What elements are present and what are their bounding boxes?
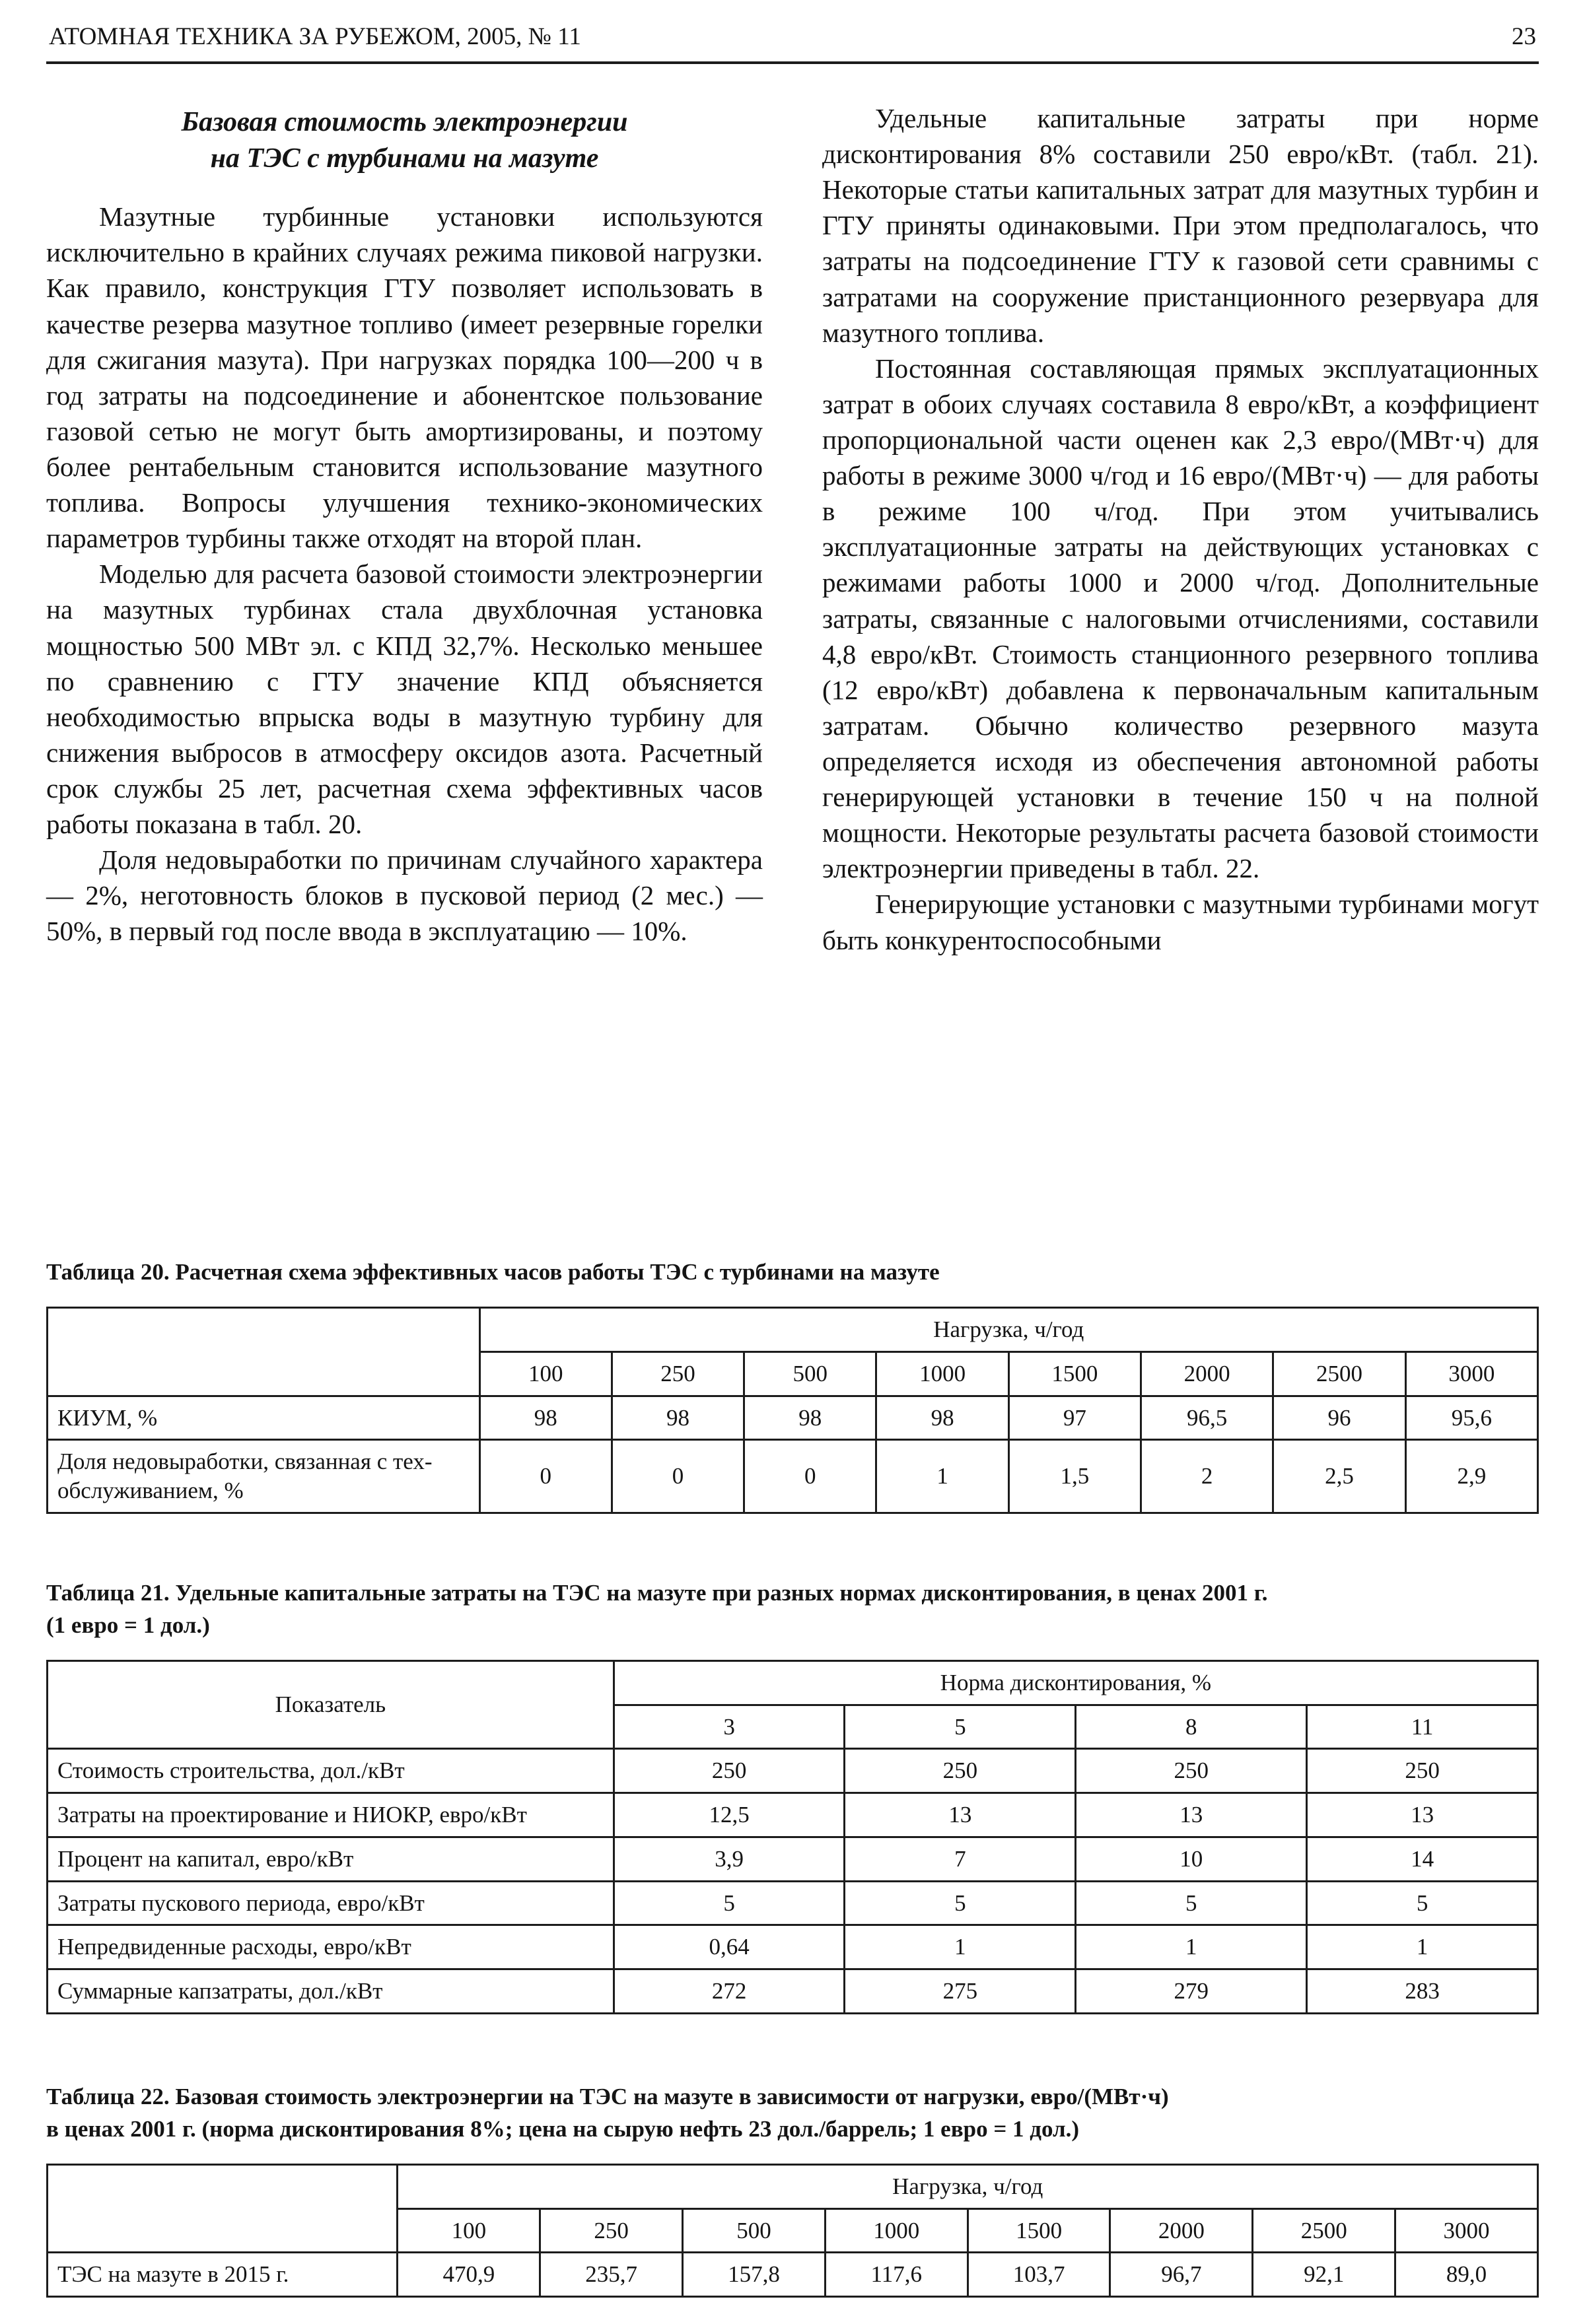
table-cell: 2,9: [1405, 1440, 1537, 1513]
table-cell: 96,5: [1141, 1396, 1273, 1440]
table22-caption: [46, 2080, 1539, 2145]
table-row: [48, 1660, 1538, 1705]
table22-caption-line1: Таблица 22. Базовая стоимость электроэнергии на ТЭС на мазуте в зависимости от нагрузки, евро/(МВт·ч): [46, 2083, 1169, 2109]
table-cell: 13: [1307, 1793, 1538, 1837]
page-number: 23: [1512, 23, 1536, 50]
table-cell: 96: [1273, 1396, 1405, 1440]
column-header: 11: [1307, 1705, 1538, 1749]
article-title-line2: на ТЭС с турбинами на мазуте: [210, 143, 599, 174]
table-cell: 283: [1307, 1969, 1538, 2014]
table-row: [48, 1925, 1538, 1969]
table-row: [48, 1440, 1538, 1513]
column-header: 1500: [1008, 1351, 1141, 1396]
table-cell: 1: [876, 1440, 1008, 1513]
table-cell: 117,6: [825, 2253, 968, 2297]
table-cell: 250: [1076, 1749, 1307, 1793]
article-body: [46, 100, 1539, 1249]
paragraph-left-1: Мазутные турбинные установки используются исключительно в крайних случаях режима пиковой нагрузки. Как правило, конструкция ГТУ позволяет использовать в качестве резерва мазутное топливо (имеет резервные горелки для сжигания мазута). При нагрузках порядка 100—200 ч в год затраты на подсоединение и абонентское пользование газовой сетью не могут быть амортизированы, и поэтому более рентабельным становится использование мазутного топлива. Вопросы улучшения технико-экономических параметров турбины также отходят на второй план.: [46, 201, 763, 554]
table-cell: 5: [1076, 1881, 1307, 1925]
column-header: 250: [540, 2208, 683, 2253]
table-cell: 157,8: [683, 2253, 826, 2297]
table-cell: 98: [744, 1396, 876, 1440]
paragraph-right-2: Постоянная составляющая прямых эксплуатационных затрат в обоих случаях составила 8 евро/кВт, а коэффициент пропорциональной части оценен как 2,3 евро/(МВт·ч) для работы в режиме 3000 ч/год и 16 евро/(МВт·ч) — для работы в режиме 100 ч/год. При этом учитывались эксплуатационные затраты на действующих установках с режимами работы 1000 и 2000 ч/год. Дополнительные затраты, связанные с налоговыми отчислениями, составили 4,8 евро/кВт. Стоимость станционного резервного топлива (12 евро/кВт) добавлена к первоначальным капитальным затратам. Обычно количество резервного мазута определяется исходя из обеспечения автономной работы генерирующей установки в течение 150 ч на полной мощности. Некоторые результаты расчета базовой стоимости электроэнергии приведены в табл. 22.: [822, 353, 1539, 884]
column-header: 5: [845, 1705, 1076, 1749]
paragraph-right-1: Удельные капитальные затраты при норме дисконтирования 8% составили 250 евро/кВт. (табл. 21). Некоторые статьи капитальных затрат для мазутных турбин и ГТУ приняты одинаковыми. При этом предполагалось, что затраты на подсоединение ГТУ к газовой сети сравнимы с затратами на сооружение пристанционного резервуара для мазутного топлива.: [822, 103, 1539, 348]
table-cell: 14: [1307, 1837, 1538, 1881]
column-header: 2000: [1141, 1351, 1273, 1396]
table-cell: 98: [612, 1396, 744, 1440]
column-header: 2000: [1110, 2208, 1253, 2253]
running-head: [46, 20, 1539, 64]
column-header: 1000: [876, 1351, 1008, 1396]
table-cell: 272: [614, 1969, 845, 2014]
table-row: [48, 1881, 1538, 1925]
table-cell: 98: [479, 1396, 612, 1440]
row-label: Непредвиденные расходы, евро/кВт: [48, 1925, 614, 1969]
journal-title: АТОМНАЯ ТЕХНИКА ЗА РУБЕЖОМ, 2005, № 11: [49, 23, 581, 50]
table-cell: 1,5: [1008, 1440, 1141, 1513]
table22-corner-cell: [48, 2164, 398, 2253]
table21-caption: [46, 1577, 1539, 1641]
table-row: [48, 1749, 1538, 1793]
table-cell: 13: [1076, 1793, 1307, 1837]
table-cell: 5: [1307, 1881, 1538, 1925]
table21-indicator-header: Показатель: [48, 1660, 614, 1749]
column-header: 2500: [1253, 2208, 1395, 2253]
table-cell: 0,64: [614, 1925, 845, 1969]
table-cell: 250: [1307, 1749, 1538, 1793]
left-column: [46, 100, 763, 949]
row-label: ТЭС на мазуте в 2015 г.: [48, 2253, 398, 2297]
row-label: Стоимость строительства, дол./кВт: [48, 1749, 614, 1793]
table-row: [48, 1969, 1538, 2014]
table-row: [48, 1396, 1538, 1440]
table-cell: 10: [1076, 1837, 1307, 1881]
table22-base-cost: [46, 2164, 1539, 2298]
table20-effective-hours: [46, 1307, 1539, 1514]
row-label: Суммарные капзатраты, дол./кВт: [48, 1969, 614, 2014]
table-cell: 98: [876, 1396, 1008, 1440]
column-header: 3000: [1405, 1351, 1537, 1396]
table-row: [48, 2253, 1538, 2297]
table21-caption-line2: (1 евро = 1 дол.): [46, 1612, 210, 1638]
table-cell: 95,6: [1405, 1396, 1537, 1440]
table-cell: 5: [614, 1881, 845, 1925]
column-header: 500: [683, 2208, 826, 2253]
paragraph-left-2: Моделью для расчета базовой стоимости электроэнергии на мазутных турбинах стала двухблочная установка мощностью 500 МВт эл. с КПД 32,7%. Несколько меньшее по сравнению с ГТУ значение КПД объясняется необходимостью впрыска воды в мазутную турбину для снижения выбросов в атмосферу оксидов азота. Расчетный срок службы 25 лет, расчетная схема эффективных часов работы показана в табл. 20.: [46, 559, 763, 840]
table-cell: 1: [1307, 1925, 1538, 1969]
table-row: [48, 2164, 1538, 2208]
row-label: КИУМ, %: [48, 1396, 480, 1440]
table22-load-header: Нагрузка, ч/год: [398, 2164, 1538, 2208]
column-header: 2500: [1273, 1351, 1405, 1396]
table20-caption: Таблица 20. Расчетная схема эффективных часов работы ТЭС с турбинами на мазуте: [46, 1259, 940, 1285]
table-cell: 0: [612, 1440, 744, 1513]
table-cell: 3,9: [614, 1837, 845, 1881]
table-cell: 2,5: [1273, 1440, 1405, 1513]
row-label: Доля недовыработки, связанная с тех-обслуживанием, %: [48, 1440, 480, 1513]
table-cell: 96,7: [1110, 2253, 1253, 2297]
table-cell: 250: [614, 1749, 845, 1793]
table-cell: 250: [845, 1749, 1076, 1793]
right-column: [822, 100, 1539, 958]
table21-discount-header: Норма дисконтирования, %: [614, 1660, 1537, 1705]
article-title: [46, 104, 763, 176]
table-cell: 279: [1076, 1969, 1307, 2014]
column-header: 500: [744, 1351, 876, 1396]
table20-corner-cell: [48, 1308, 480, 1396]
table-cell: 0: [744, 1440, 876, 1513]
table-row: [48, 1793, 1538, 1837]
table21-capital-costs: [46, 1660, 1539, 2014]
row-label: Затраты на проектирование и НИОКР, евро/кВт: [48, 1793, 614, 1837]
table-cell: 235,7: [540, 2253, 683, 2297]
article-title-line1: Базовая стоимость электроэнергии: [181, 107, 628, 137]
table-cell: 2: [1141, 1440, 1273, 1513]
column-header: 1500: [968, 2208, 1110, 2253]
column-header: 100: [398, 2208, 540, 2253]
table-cell: 1: [845, 1925, 1076, 1969]
table20-load-header: Нагрузка, ч/год: [479, 1308, 1537, 1352]
table-cell: 12,5: [614, 1793, 845, 1837]
column-header: 8: [1076, 1705, 1307, 1749]
table-cell: 470,9: [398, 2253, 540, 2297]
column-header: 250: [612, 1351, 744, 1396]
table-cell: 97: [1008, 1396, 1141, 1440]
table-cell: 13: [845, 1793, 1076, 1837]
table-cell: 0: [479, 1440, 612, 1513]
row-label: Затраты пускового периода, евро/кВт: [48, 1881, 614, 1925]
table-cell: 92,1: [1253, 2253, 1395, 2297]
table22-caption-line2: в ценах 2001 г. (норма дисконтирования 8%; цена на сырую нефть 23 дол./баррель; 1 евро = 1 дол.): [46, 2115, 1080, 2142]
table-cell: 5: [845, 1881, 1076, 1925]
table-cell: 1: [1076, 1925, 1307, 1969]
row-label: Процент на капитал, евро/кВт: [48, 1837, 614, 1881]
table-cell: 275: [845, 1969, 1076, 2014]
table-row: [48, 1837, 1538, 1881]
column-header: 3: [614, 1705, 845, 1749]
table-cell: 103,7: [968, 2253, 1110, 2297]
paragraph-right-3: Генерирующие установки с мазутными турбинами могут быть конкурентоспособными: [822, 889, 1539, 955]
table-row: [48, 1308, 1538, 1352]
paragraph-left-3: Доля недовыработки по причинам случайного характера — 2%, неготовность блоков в пусковой период (2 мес.) — 50%, в первый год после ввода в эксплуатацию — 10%.: [46, 844, 763, 947]
column-header: 1000: [825, 2208, 968, 2253]
table-cell: 89,0: [1395, 2253, 1538, 2297]
column-header: 100: [479, 1351, 612, 1396]
table-cell: 7: [845, 1837, 1076, 1881]
table21-caption-line1: Таблица 21. Удельные капитальные затраты на ТЭС на мазуте при разных нормах дисконтирования, в ценах 2001 г.: [46, 1579, 1268, 1606]
column-header: 3000: [1395, 2208, 1538, 2253]
